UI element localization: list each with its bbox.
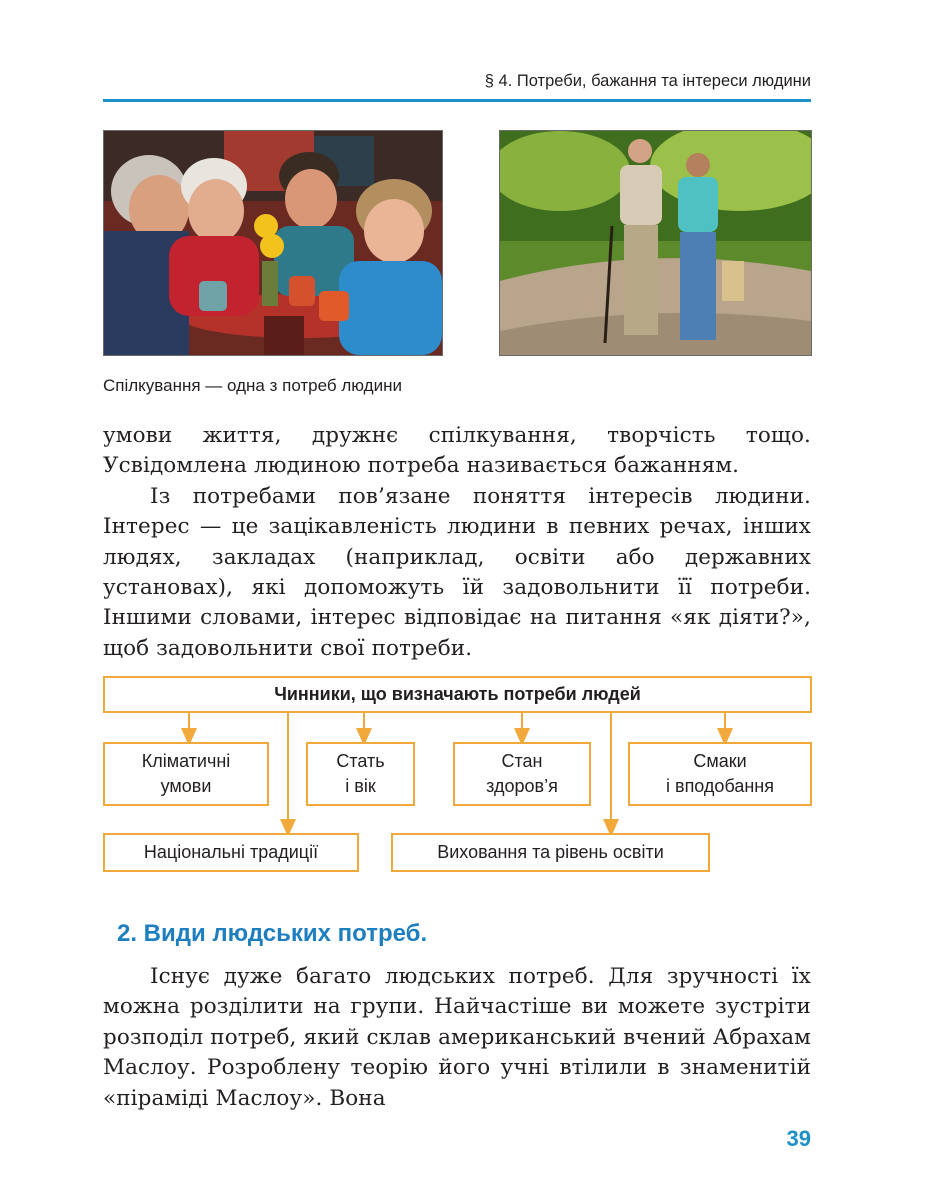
section-heading: 2. Види людських потреб. [117,920,428,947]
factor-tastes-box [628,742,812,806]
diagram-title-box [103,676,812,713]
running-header: § 4. Потреби, бажання та інтереси людини [484,72,811,90]
factor-health-line1: Стан [501,751,543,771]
factor-health-line2: здоров’я [486,776,558,796]
photo-friends-cafe [103,130,443,356]
factor-climate-line1: Кліматичні [141,751,231,771]
page-number: 39 [786,1126,811,1151]
body-text-upper [103,421,811,664]
factor-gender-line2: і вік [345,776,376,796]
factor-gender-line1: Стать [336,751,385,771]
factor-traditions: Національні традиції [143,842,319,862]
paragraph-continuation: умови життя, дружнє спілкування, творчість тощо. Усвідомлена людиною потреба називається бажанням. [103,423,811,479]
factor-tastes-line1: Смаки [693,751,747,771]
body-text-lower [103,962,811,1114]
factor-tastes-line2: і вподобання [666,776,774,796]
diagram-title: Чинники, що визначають потреби людей [274,684,641,704]
factor-health-box [453,742,591,806]
header-divider [103,99,811,102]
factor-climate-box [103,742,269,806]
factor-education: Виховання та рівень освіти [437,842,664,862]
paragraph-types: Існує дуже багато людських потреб. Для зручності їх можна розділити на групи. Найчастіше ви можете зустріти розподіл потреб, який склав американський вчений Абрахам Маслоу. Розроблену теорію його учні втілили в знаменитій «піраміді Маслоу». Вона [103,964,811,1111]
photo-walk-park [499,130,812,356]
photo-caption: Спілкування — одна з потреб людини [103,376,402,395]
paragraph-interests: Із потребами пов’язане поняття інтересів людини. Інтерес — це зацікавленість людини в певних речах, інших людях, закладах (наприклад, освіти або державних установах), які допоможуть їй задовольнити її потреби. Іншими словами, інтерес відповідає на питання «як діяти?», щоб задовольнити свої потреби. [103,483,811,661]
factor-climate-line2: умови [160,776,212,796]
factor-traditions-box [103,833,359,872]
factor-gender-box [306,742,415,806]
factor-education-box [391,833,710,872]
